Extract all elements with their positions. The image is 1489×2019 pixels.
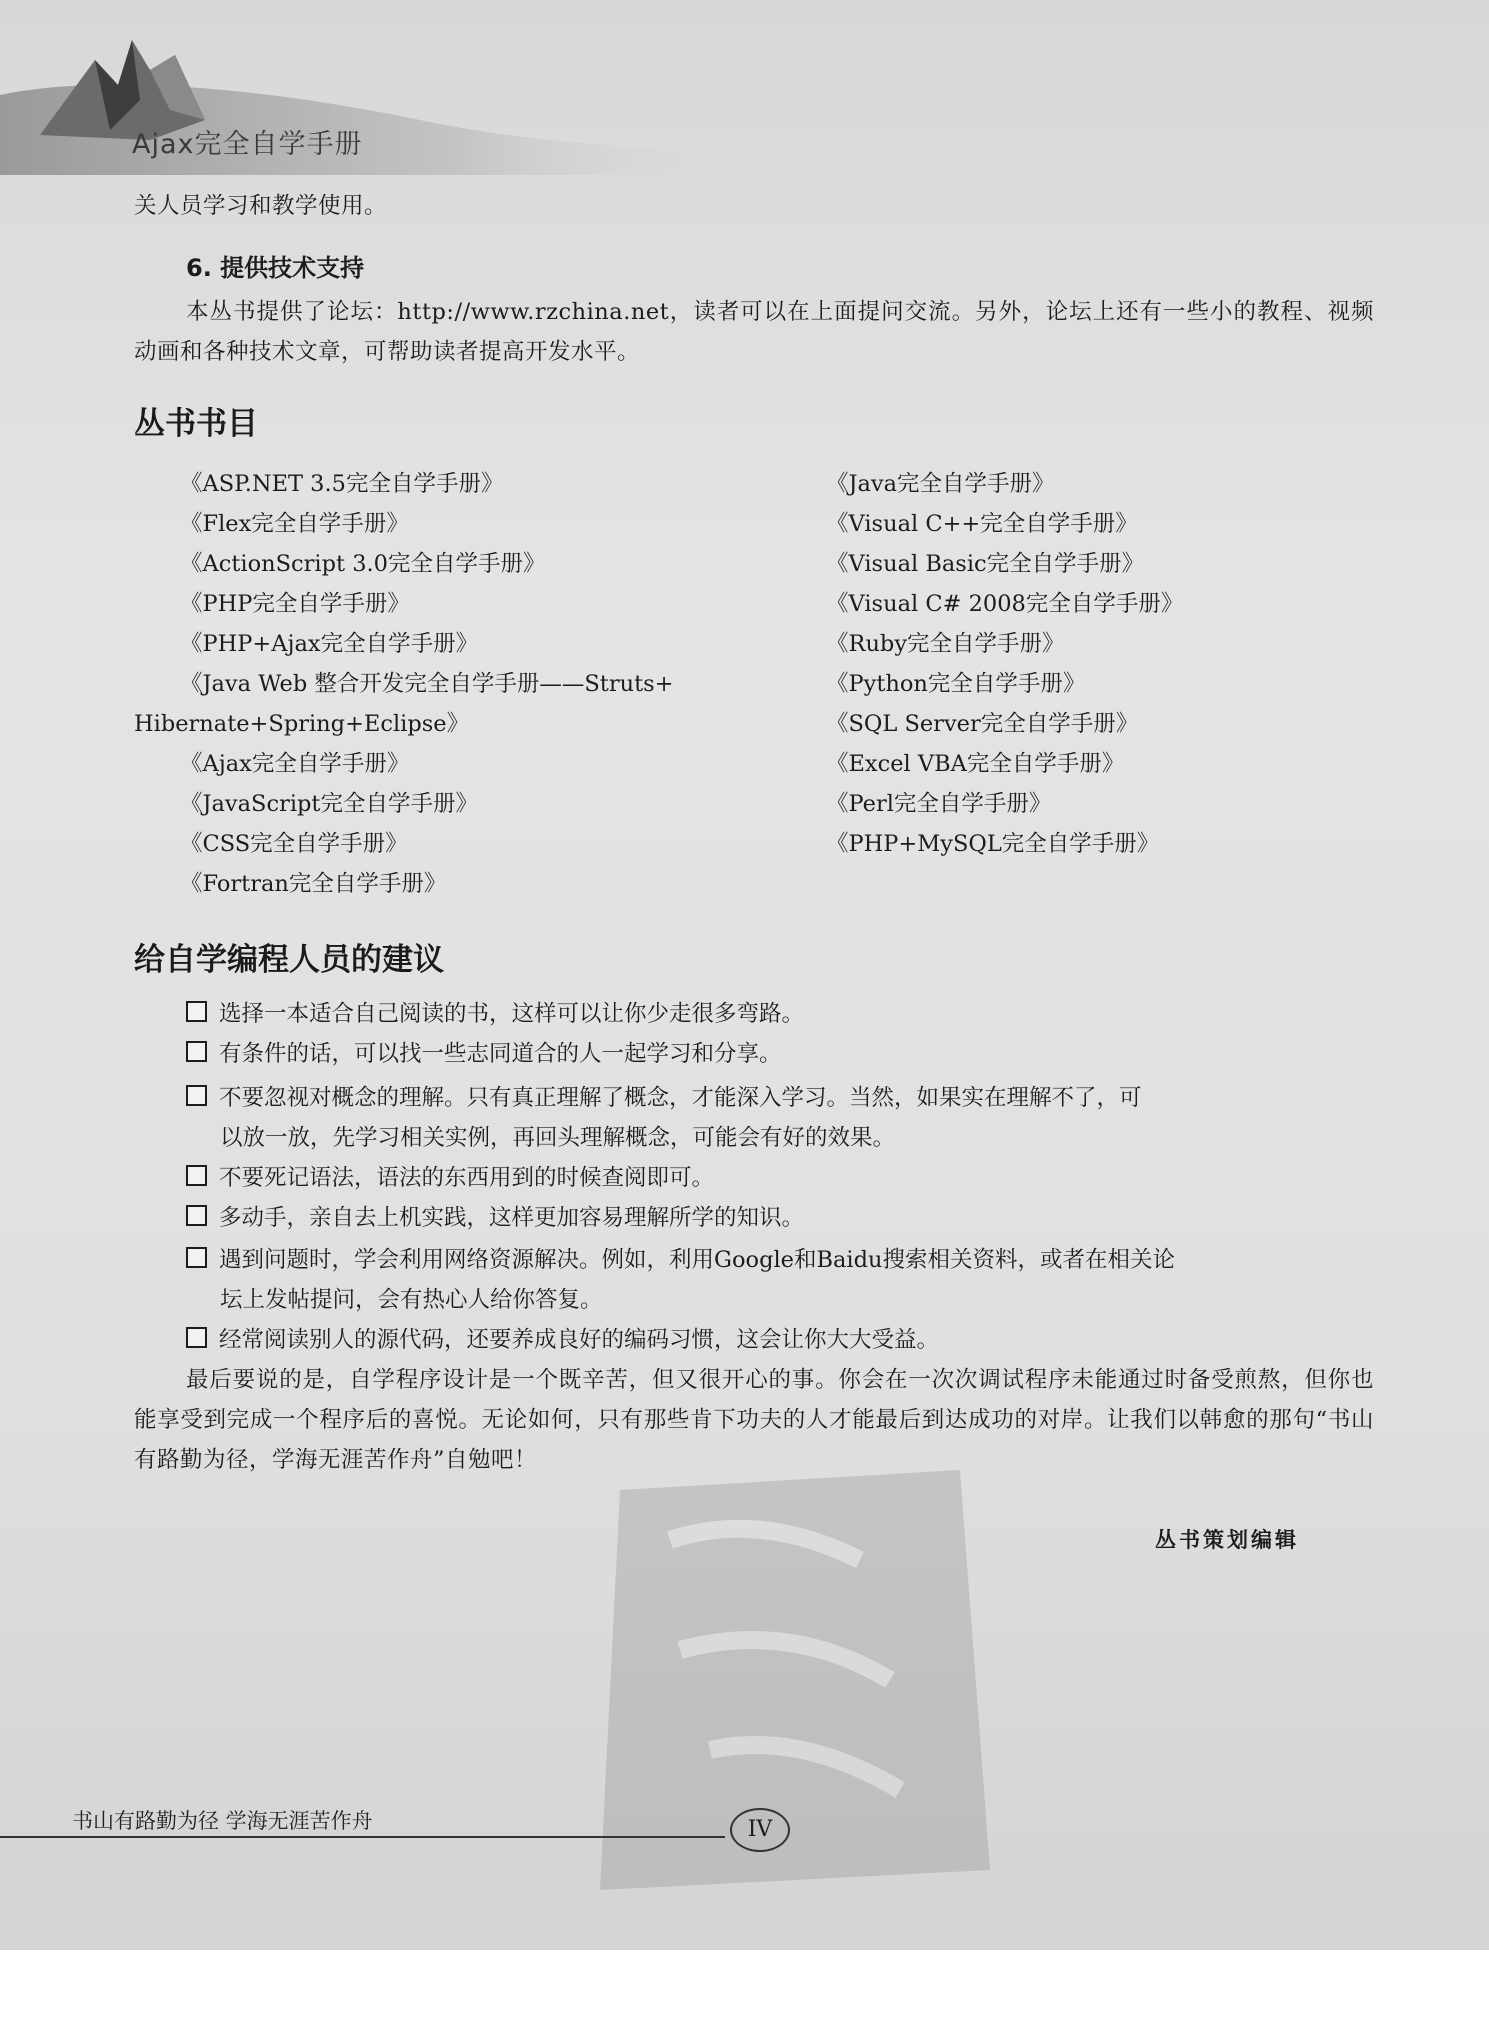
book-title: 《CSS完全自学手册》 xyxy=(180,831,408,857)
mountain-logo-icon xyxy=(0,0,760,175)
support-paragraph: 本丛书提供了论坛：http://www.rzchina.net，读者可以在上面提问交流。另外，论坛上还有一些小的教程、视频动画和各种技术文章，可帮助读者提高开发水平。 xyxy=(134,299,1374,365)
book-title: 《Excel VBA完全自学手册》 xyxy=(826,751,1125,777)
checkbox-bullet-icon xyxy=(186,1001,207,1022)
book-title: 《ASP.NET 3.5完全自学手册》 xyxy=(180,471,504,497)
advice-item: 不要忽视对概念的理解。只有真正理解了概念，才能深入学习。当然，如果实在理解不了，可 以放一放，先学习相关实例，再回头理解概念，可能会有好的效果。 xyxy=(186,1078,1374,1158)
checkbox-bullet-icon xyxy=(186,1327,207,1348)
support-heading: 6. 提供技术支持 xyxy=(186,254,365,282)
page-margin xyxy=(0,1950,1489,2019)
book-title-continued: Hibernate+Spring+Eclipse》 xyxy=(134,711,470,737)
book-title: 《Visual Basic完全自学手册》 xyxy=(826,551,1145,577)
book-title: 《Python完全自学手册》 xyxy=(826,671,1086,697)
book-title: 《PHP完全自学手册》 xyxy=(180,591,410,617)
seal-watermark-icon xyxy=(560,1450,1020,1910)
intro-paragraph-end: 关人员学习和教学使用。 xyxy=(134,193,388,219)
book-title: 《Fortran完全自学手册》 xyxy=(180,871,447,897)
book-title: 《Visual C++完全自学手册》 xyxy=(826,511,1138,537)
book-title: 《Java完全自学手册》 xyxy=(826,471,1055,497)
checkbox-bullet-icon xyxy=(186,1205,207,1226)
closing-paragraph: 最后要说的是，自学程序设计是一个既辛苦，但又很开心的事。你会在一次次调试程序未能通过时备受煎熬，但你也能享受到完成一个程序后的喜悦。无论如何，只有那些肯下功夫的人才能最后到达成功的对岸。让我们以韩愈的那句“书山有路勤为径，学海无涯苦作舟”自勉吧！ xyxy=(134,1367,1374,1473)
advice-item: 经常阅读别人的源代码，还要养成良好的编码习惯，这会让你大大受益。 xyxy=(186,1320,1374,1360)
checkbox-bullet-icon xyxy=(186,1085,207,1106)
catalog-heading: 丛书书目 xyxy=(134,406,258,442)
book-title: 《SQL Server完全自学手册》 xyxy=(826,711,1139,737)
book-title: 《JavaScript完全自学手册》 xyxy=(180,791,478,817)
advice-item: 不要死记语法，语法的东西用到的时候查阅即可。 xyxy=(186,1158,1374,1198)
advice-heading: 给自学编程人员的建议 xyxy=(134,942,444,978)
advice-item: 选择一本适合自己阅读的书，这样可以让你少走很多弯路。 xyxy=(186,994,1374,1034)
book-title: 《Java Web 整合开发完全自学手册——Struts+ xyxy=(180,671,674,697)
page-number: IV xyxy=(730,1808,790,1852)
footer-rule xyxy=(0,1836,725,1838)
book-title: 《Ajax完全自学手册》 xyxy=(180,751,410,777)
book-title: 《PHP+MySQL完全自学手册》 xyxy=(826,831,1160,857)
advice-item: 多动手，亲自去上机实践，这样更加容易理解所学的知识。 xyxy=(186,1198,1374,1238)
book-title: 《ActionScript 3.0完全自学手册》 xyxy=(180,551,546,577)
footer-motto: 书山有路勤为径 学海无涯苦作舟 xyxy=(72,1809,373,1833)
book-title: 《Ruby完全自学手册》 xyxy=(826,631,1065,657)
checkbox-bullet-icon xyxy=(186,1247,207,1268)
checkbox-bullet-icon xyxy=(186,1041,207,1062)
running-header-title: Ajax完全自学手册 xyxy=(132,129,363,160)
book-title: 《PHP+Ajax完全自学手册》 xyxy=(180,631,479,657)
checkbox-bullet-icon xyxy=(186,1165,207,1186)
signature: 丛书策划编辑 xyxy=(1155,1527,1299,1552)
book-title: 《Perl完全自学手册》 xyxy=(826,791,1052,817)
book-title: 《Visual C# 2008完全自学手册》 xyxy=(826,591,1184,617)
advice-item: 有条件的话，可以找一些志同道合的人一起学习和分享。 xyxy=(186,1034,1374,1074)
book-title: 《Flex完全自学手册》 xyxy=(180,511,409,537)
advice-item: 遇到问题时，学会利用网络资源解决。例如，利用Google和Baidu搜索相关资料，或者在相关论 坛上发帖提问，会有热心人给你答复。 xyxy=(186,1240,1374,1320)
